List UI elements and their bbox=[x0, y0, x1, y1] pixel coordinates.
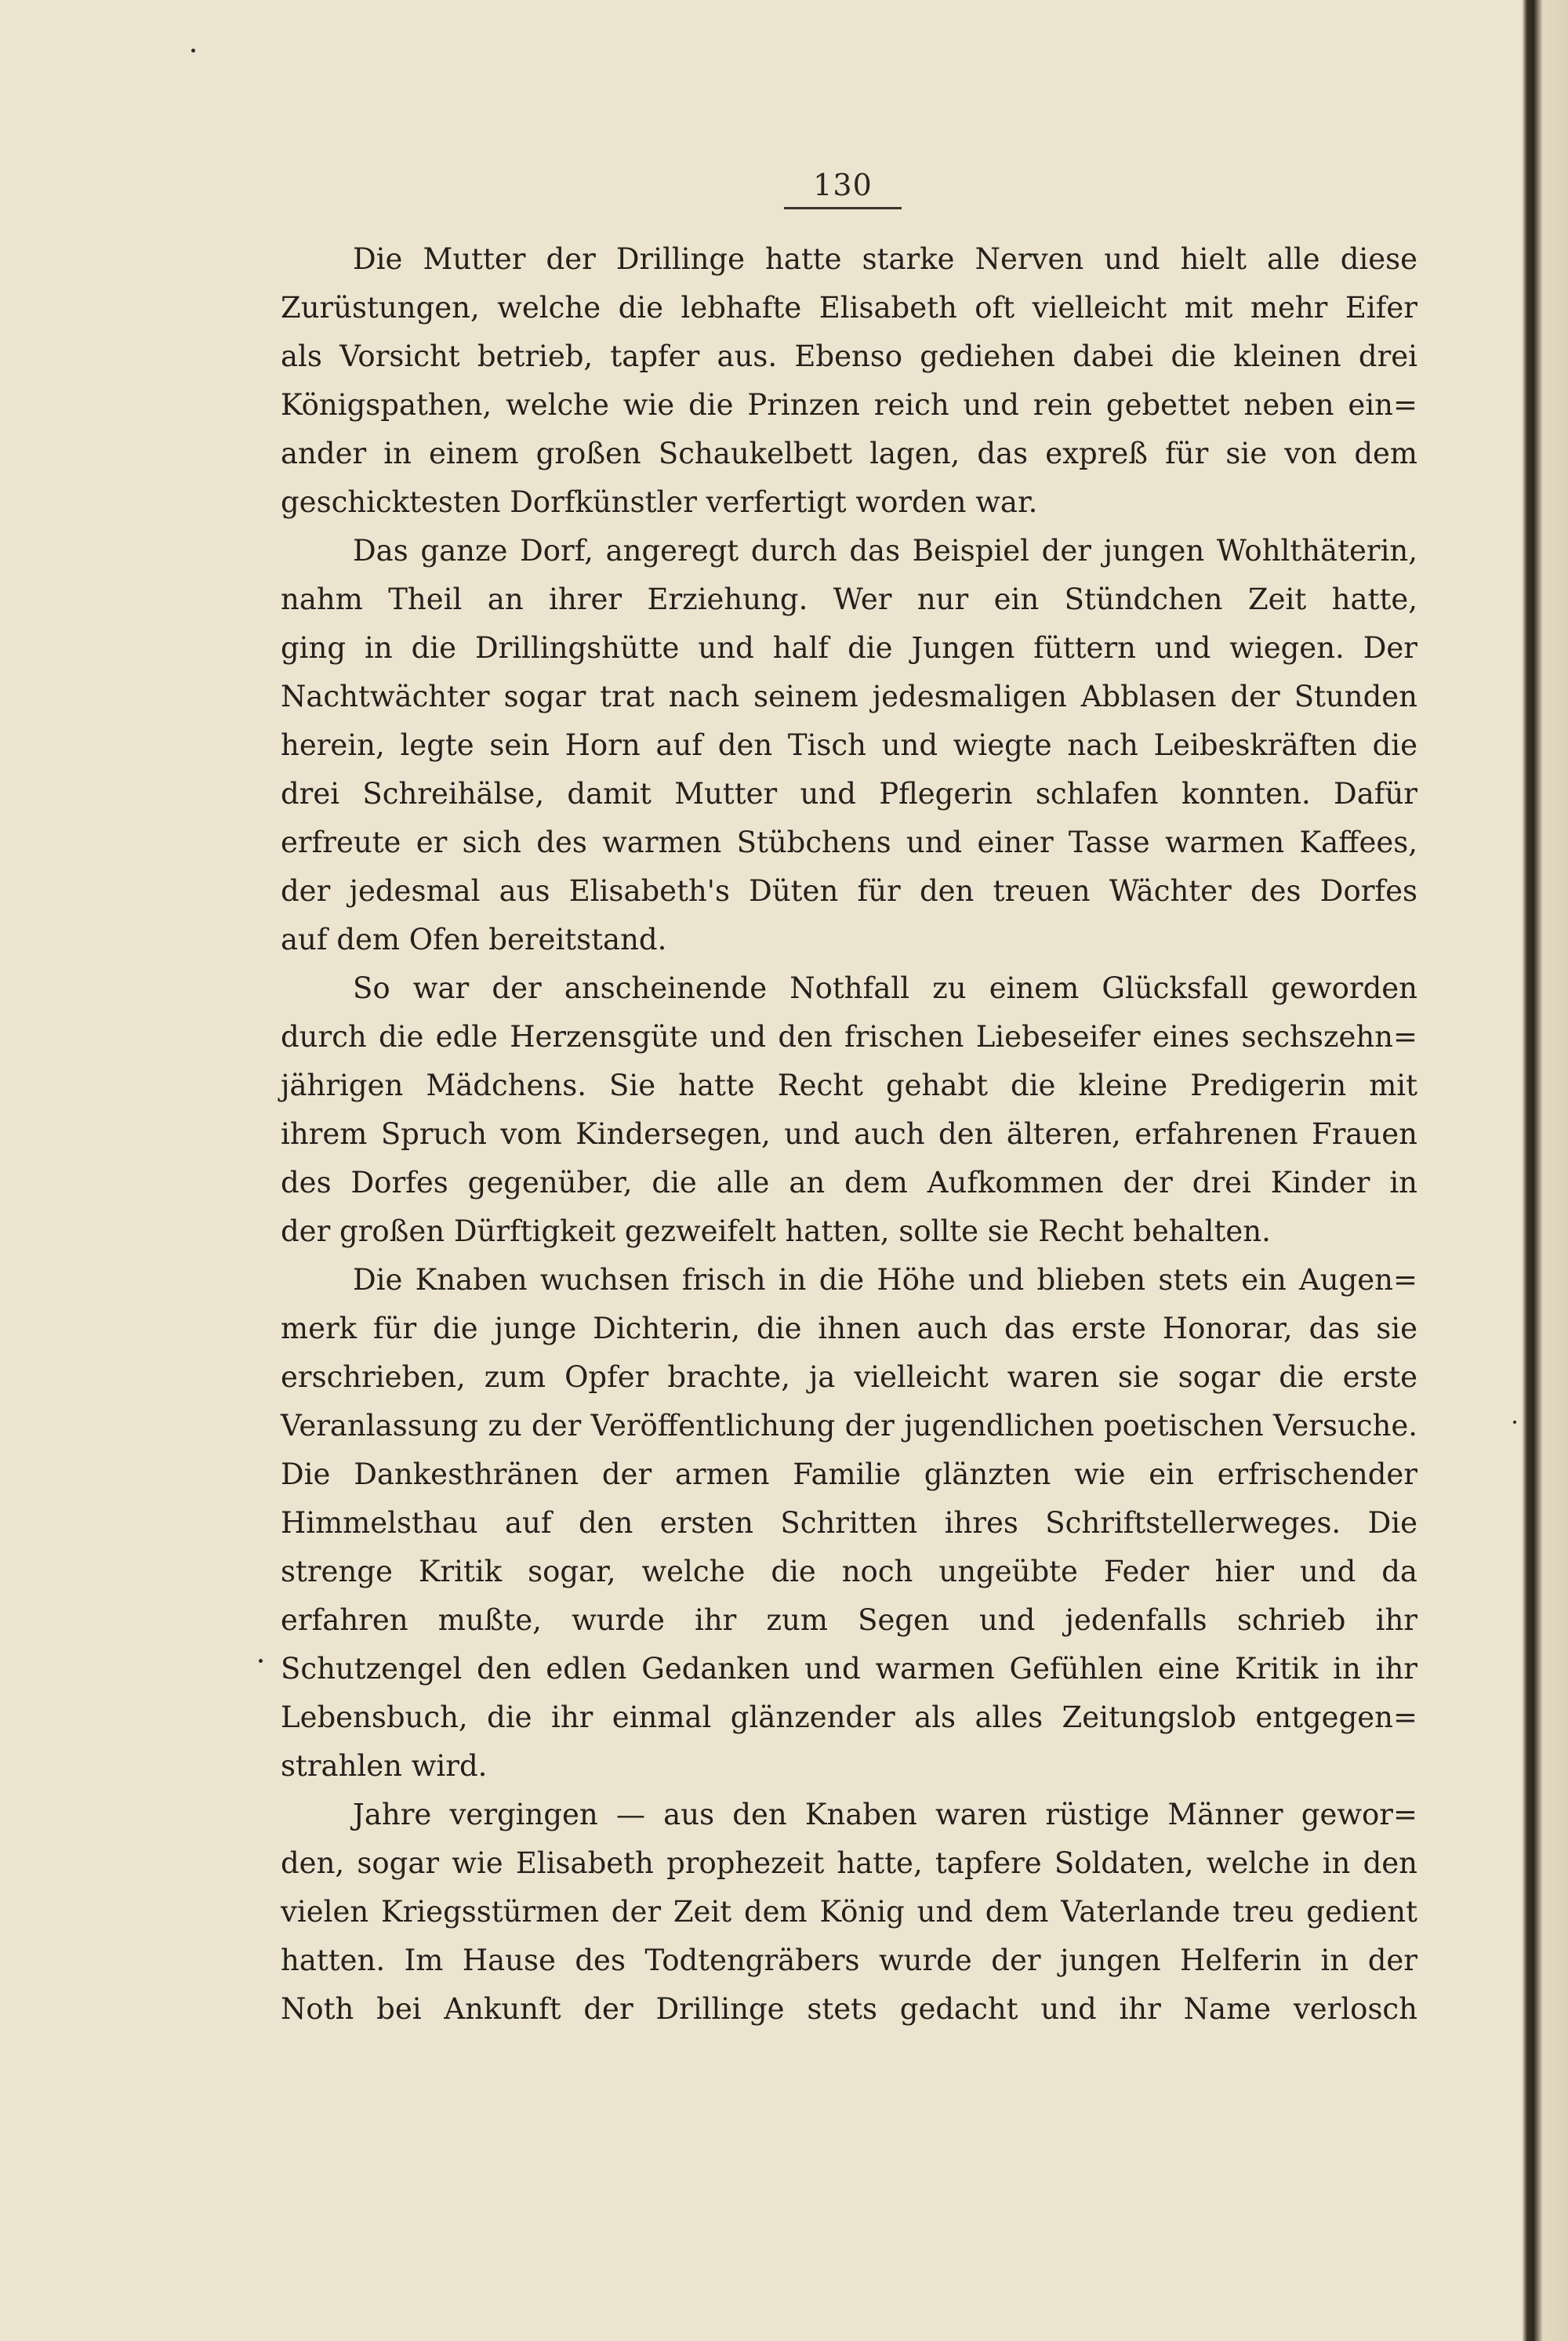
text-line: hatten. Im Hause des Todtengräbers wurde der jungen Helferin in der bbox=[281, 1944, 1417, 1977]
text-line: der großen Dürftigkeit gezweifelt hatten, sollte sie Recht behalten. bbox=[281, 1214, 1271, 1248]
text-line: geschicktesten Dorfkünstler verfertigt worden war. bbox=[281, 485, 1038, 519]
text-line: Die Knaben wuchsen frisch in die Höhe und blieben stets ein Augen= bbox=[353, 1263, 1417, 1297]
text-line: Schutzengel den edlen Gedanken und warmen Gefühlen eine Kritik in ihr bbox=[281, 1652, 1417, 1686]
body-text bbox=[281, 235, 1417, 2034]
text-line: auf dem Ofen bereitstand. bbox=[281, 923, 667, 956]
book-spine-shadow bbox=[1523, 0, 1568, 2341]
text-line: Veranlassung zu der Veröffentlichung der jugendlichen poetischen Versuche. bbox=[281, 1409, 1417, 1443]
text-line: ging in die Drillingshütte und half die Jungen füttern und wiegen. Der bbox=[281, 631, 1417, 665]
text-line: Jahre vergingen — aus den Knaben waren rüstige Männer gewor= bbox=[353, 1798, 1417, 1831]
text-line: Die Mutter der Drillinge hatte starke Nerven und hielt alle diese bbox=[353, 242, 1417, 276]
text-line: drei Schreihälse, damit Mutter und Pflegerin schlafen konnten. Dafür bbox=[281, 777, 1417, 811]
text-line: Lebensbuch, die ihr einmal glänzender als alles Zeitungslob entgegen= bbox=[281, 1700, 1417, 1734]
text-line: Die Dankesthränen der armen Familie glänzten wie ein erfrischender bbox=[281, 1457, 1417, 1491]
text-line: erfahren mußte, wurde ihr zum Segen und jedenfalls schrieb ihr bbox=[281, 1603, 1417, 1637]
text-line: Königspathen, welche wie die Prinzen reich und rein gebettet neben ein= bbox=[281, 388, 1417, 422]
text-line: strahlen wird. bbox=[281, 1749, 488, 1783]
text-line: Zurüstungen, welche die lebhafte Elisabeth oft vielleicht mit mehr Eifer bbox=[281, 291, 1417, 325]
page-number: 130 bbox=[813, 168, 873, 202]
text-line: Noth bei Ankunft der Drillinge stets gedacht und ihr Name verlosch bbox=[281, 1992, 1417, 2026]
paper-speck bbox=[259, 1659, 263, 1663]
text-line: der jedesmal aus Elisabeth's Düten für den treuen Wächter des Dorfes bbox=[281, 874, 1417, 908]
text-line: vielen Kriegsstürmen der Zeit dem König und dem Vaterlande treu gedient bbox=[281, 1895, 1417, 1929]
text-line: nahm Theil an ihrer Erziehung. Wer nur ein Stündchen Zeit hatte, bbox=[281, 583, 1417, 616]
text-line: strenge Kritik sogar, welche die noch ungeübte Feder hier und da bbox=[281, 1555, 1417, 1588]
text-line: Himmelsthau auf den ersten Schritten ihres Schriftstellerweges. Die bbox=[281, 1506, 1417, 1540]
text-line: ander in einem großen Schaukelbett lagen, das expreß für sie von dem bbox=[281, 437, 1417, 470]
text-line: jährigen Mädchens. Sie hatte Recht gehabt die kleine Predigerin mit bbox=[281, 1069, 1417, 1102]
text-line: merk für die junge Dichterin, die ihnen auch das erste Honorar, das sie bbox=[281, 1312, 1417, 1345]
page-number-rule bbox=[784, 207, 902, 209]
paper-speck bbox=[191, 49, 195, 53]
text-line: Das ganze Dorf, angeregt durch das Beispiel der jungen Wohlthäterin, bbox=[353, 534, 1417, 568]
text-line: So war der anscheinende Nothfall zu einem Glücksfall geworden bbox=[353, 971, 1417, 1005]
text-line: erfreute er sich des warmen Stübchens und einer Tasse warmen Kaffees, bbox=[281, 826, 1417, 859]
text-line: als Vorsicht betrieb, tapfer aus. Ebenso gediehen dabei die kleinen drei bbox=[281, 339, 1417, 373]
text-line: den, sogar wie Elisabeth prophezeit hatte, tapfere Soldaten, welche in den bbox=[281, 1846, 1417, 1880]
text-line: ihrem Spruch vom Kindersegen, und auch den älteren, erfahrenen Frauen bbox=[281, 1117, 1417, 1151]
text-line: Nachtwächter sogar trat nach seinem jedesmaligen Abblasen der Stunden bbox=[281, 680, 1417, 713]
text-line: herein, legte sein Horn auf den Tisch und wiegte nach Leibeskräften die bbox=[281, 728, 1417, 762]
text-line: erschrieben, zum Opfer brachte, ja vielleicht waren sie sogar die erste bbox=[281, 1360, 1417, 1394]
paper-speck bbox=[1513, 1421, 1516, 1424]
text-line: des Dorfes gegenüber, die alle an dem Aufkommen der drei Kinder in bbox=[281, 1166, 1417, 1200]
text-line: durch die edle Herzensgüte und den frischen Liebeseifer eines sechszehn= bbox=[281, 1020, 1417, 1054]
